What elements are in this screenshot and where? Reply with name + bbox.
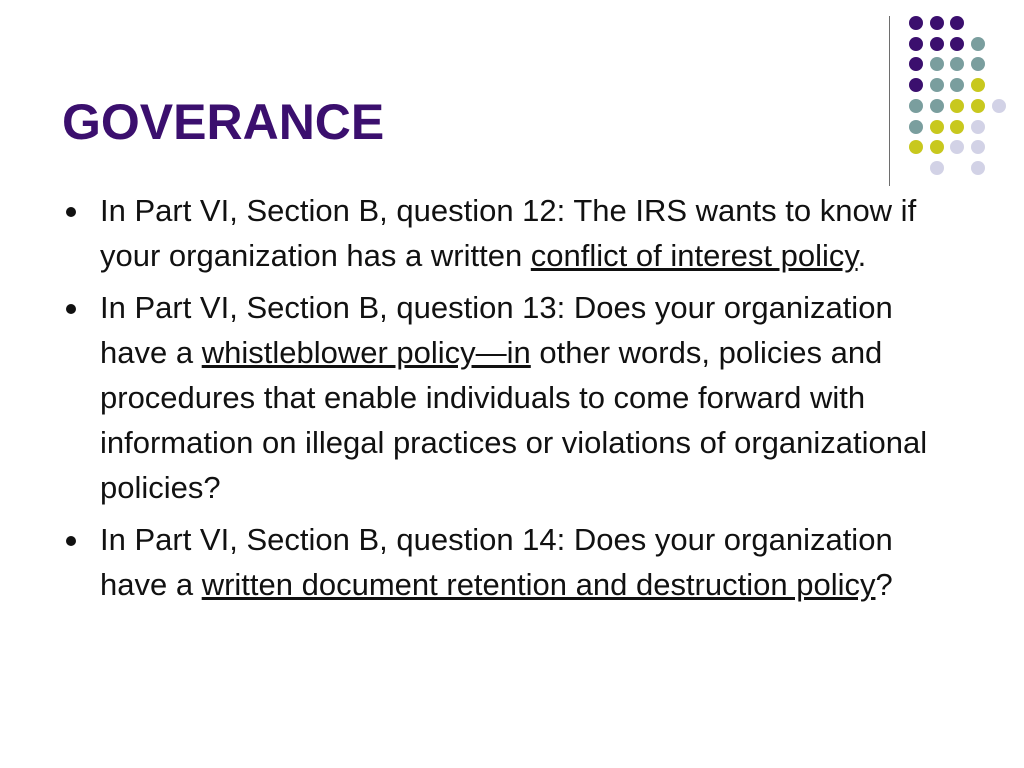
decorative-dot xyxy=(909,78,923,92)
decorative-dot xyxy=(909,37,923,51)
decorative-dot xyxy=(971,161,985,175)
vertical-divider xyxy=(889,16,890,186)
bullet-item xyxy=(62,517,962,607)
bullet-text: In Part VI, Section B, question 13: Does your organization have a xyxy=(100,290,893,370)
whistleblower-policy-link[interactable]: whistleblower policy—in xyxy=(201,335,531,370)
decorative-dot xyxy=(950,140,964,154)
bullet-text: In Part VI, Section B, question 12: The IRS wants to know if your organization has a written xyxy=(100,193,917,273)
document-retention-policy-link[interactable]: written document retention and destruction policy xyxy=(201,567,876,602)
decorative-dot xyxy=(930,37,944,51)
decorative-dot xyxy=(930,57,944,71)
conflict-of-interest-link[interactable]: conflict of interest policy xyxy=(530,238,858,273)
bullet-text-end: other words, policies and procedures that enable individuals to come forward with information on illegal practices or violations of organizational policies? xyxy=(100,335,928,505)
decorative-dot xyxy=(909,99,923,113)
decorative-dot xyxy=(950,99,964,113)
bullet-icon xyxy=(66,207,76,217)
bullet-text-end: . xyxy=(857,238,867,273)
bullet-list xyxy=(62,188,962,614)
bullet-icon xyxy=(66,304,76,314)
decorative-dot xyxy=(971,120,985,134)
decorative-dot xyxy=(950,78,964,92)
decorative-dot xyxy=(950,16,964,30)
decorative-dot xyxy=(971,140,985,154)
decorative-dot xyxy=(971,99,985,113)
decorative-dot xyxy=(930,120,944,134)
bullet-text-end: ? xyxy=(875,567,893,602)
decorative-dot xyxy=(950,120,964,134)
decorative-dot xyxy=(909,57,923,71)
decorative-dot xyxy=(971,57,985,71)
decorative-dot xyxy=(930,16,944,30)
decorative-dot xyxy=(930,161,944,175)
bullet-item xyxy=(62,188,962,278)
bullet-text: In Part VI, Section B, question 14: Does your organization have a xyxy=(100,522,893,602)
bullet-item xyxy=(62,285,962,510)
decorative-dot xyxy=(930,140,944,154)
decorative-dot xyxy=(950,57,964,71)
decorative-dot xyxy=(971,37,985,51)
slide-title: GOVERANCE xyxy=(62,94,385,150)
decorative-dot xyxy=(909,16,923,30)
decorative-dot xyxy=(950,37,964,51)
decorative-dot xyxy=(909,120,923,134)
decorative-dot xyxy=(930,78,944,92)
decorative-dot xyxy=(971,78,985,92)
decorative-dot xyxy=(930,99,944,113)
decorative-dot xyxy=(909,140,923,154)
bullet-icon xyxy=(66,536,76,546)
decorative-dot xyxy=(992,99,1006,113)
